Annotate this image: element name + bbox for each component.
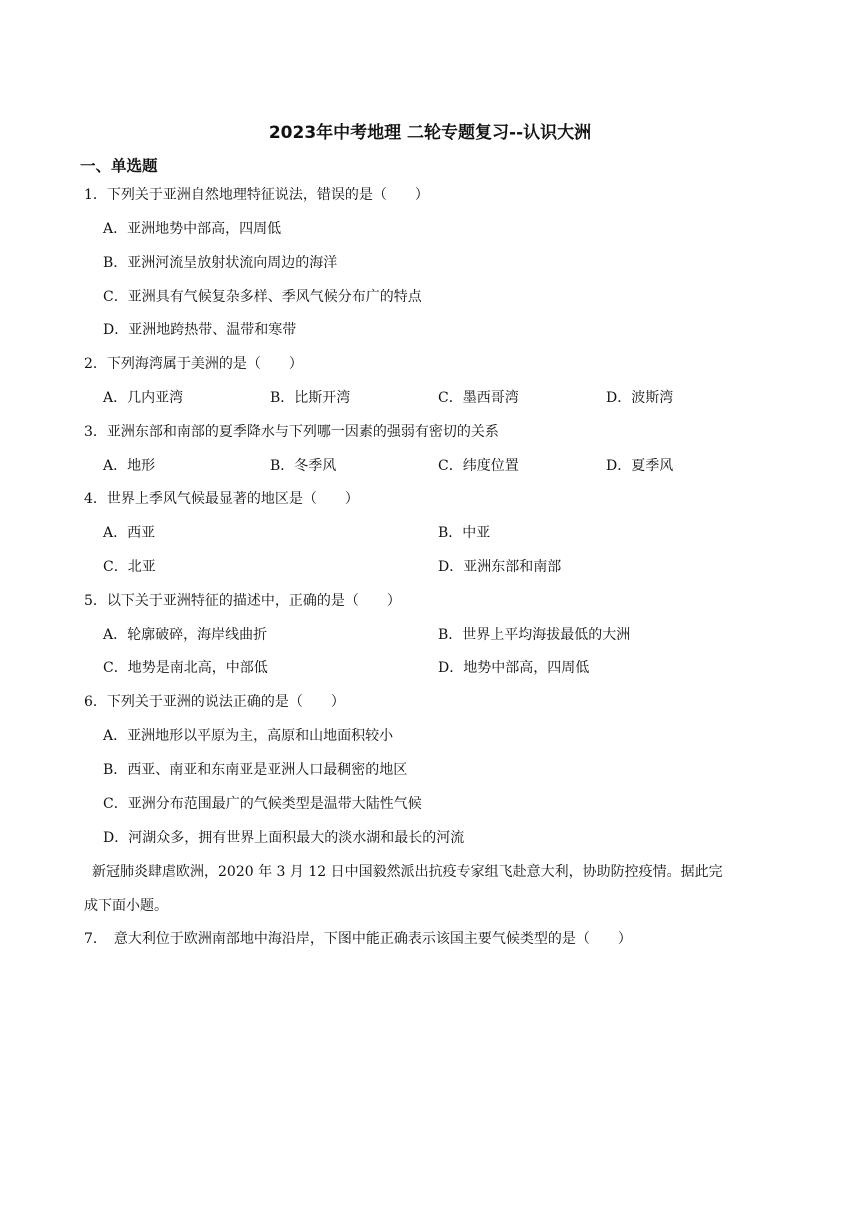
question-2-option-c[interactable]: C．墨西哥湾 [438,390,519,406]
question-4-option-a[interactable]: A．西亚 [103,525,156,541]
question-6-stem: 6．下列关于亚洲的说法正确的是（ ） [84,694,345,710]
passage-line-1: 新冠肺炎肆虐欧洲，2020 年 3 月 12 日中国毅然派出抗疫专家组飞赴意大利，协助防控疫情。据此完 [92,864,723,880]
question-4-stem: 4．世界上季风气候最显著的地区是（ ） [84,491,359,507]
question-1-option-c[interactable]: C．亚洲具有气候复杂多样、季风气候分布广的特点 [103,289,422,305]
question-3-option-b[interactable]: B．冬季风 [270,458,337,474]
question-3-option-d[interactable]: D．夏季风 [606,458,674,474]
question-2-option-b[interactable]: B．比斯开湾 [270,390,351,406]
question-2-stem: 2．下列海湾属于美洲的是（ ） [84,356,303,372]
question-6-option-d[interactable]: D．河湖众多，拥有世界上面积最大的淡水湖和最长的河流 [103,830,465,846]
question-3-stem: 3．亚洲东部和南部的夏季降水与下列哪一因素的强弱有密切的关系 [84,424,499,440]
question-3-option-a[interactable]: A．地形 [103,458,156,474]
question-4-option-b[interactable]: B．中亚 [438,525,491,541]
question-5-stem: 5．以下关于亚洲特征的描述中，正确的是（ ） [84,593,401,609]
passage-line-2: 成下面小题。 [84,898,168,914]
question-2-option-a[interactable]: A．几内亚湾 [103,390,184,406]
question-1-option-b[interactable]: B．亚洲河流呈放射状流向周边的海洋 [103,255,338,271]
question-5-option-c[interactable]: C．地势是南北高，中部低 [103,660,268,676]
question-6-option-b[interactable]: B．西亚、南亚和东南亚是亚洲人口最稠密的地区 [103,762,408,778]
question-5-option-b[interactable]: B．世界上平均海拔最低的大洲 [438,627,631,643]
question-4-option-d[interactable]: D．亚洲东部和南部 [438,559,562,575]
question-5-option-d[interactable]: D．地势中部高，四周低 [438,660,590,676]
question-1-option-a[interactable]: A．亚洲地势中部高，四周低 [103,221,282,237]
question-1-stem: 1．下列关于亚洲自然地理特征说法，错误的是（ ） [84,187,429,203]
question-5-option-a[interactable]: A．轮廓破碎，海岸线曲折 [103,627,268,643]
question-3-option-c[interactable]: C．纬度位置 [438,458,519,474]
question-6-option-a[interactable]: A．亚洲地形以平原为主，高原和山地面积较小 [103,728,394,744]
section-heading: 一、单选题 [80,157,158,175]
page-title: 2023年中考地理 二轮专题复习--认识大洲 [268,123,592,143]
question-6-option-c[interactable]: C．亚洲分布范围最广的气候类型是温带大陆性气候 [103,796,422,812]
question-2-option-d[interactable]: D．波斯湾 [606,390,674,406]
question-4-option-c[interactable]: C．北亚 [103,559,156,575]
question-1-option-d[interactable]: D．亚洲地跨热带、温带和寒带 [103,322,297,338]
question-7-stem: 7． 意大利位于欧洲南部地中海沿岸，下图中能正确表示该国主要气候类型的是（ ） [84,931,632,947]
